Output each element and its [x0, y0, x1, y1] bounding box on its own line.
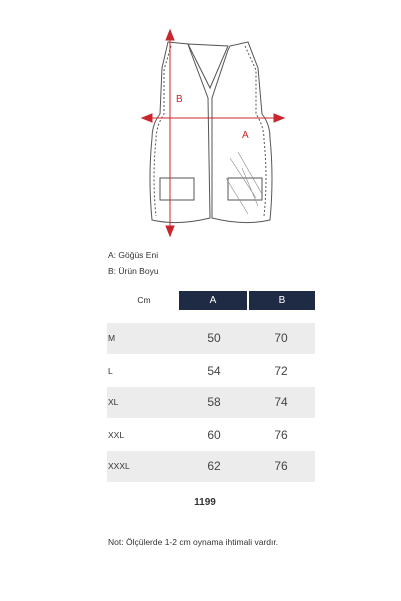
table-row	[107, 356, 315, 387]
size-label: M	[108, 333, 116, 343]
value-a: 60	[207, 428, 221, 442]
size-label: XXXL	[108, 461, 130, 471]
table-row	[107, 420, 315, 451]
table-row	[107, 387, 315, 418]
value-a: 54	[207, 364, 221, 378]
value-b: 70	[274, 331, 288, 345]
vest-collar	[188, 44, 228, 88]
column-header-b: B	[249, 291, 315, 310]
value-b: 76	[274, 459, 288, 473]
size-label: L	[108, 366, 113, 376]
value-a: 62	[207, 459, 221, 473]
value-a: 50	[207, 331, 221, 345]
measure-label-b: B	[176, 94, 183, 105]
table-row	[107, 451, 315, 482]
legend-product-length: B: Ürün Boyu	[108, 266, 159, 276]
size-label: XL	[108, 397, 119, 407]
table-row	[107, 323, 315, 354]
value-b: 76	[274, 428, 288, 442]
value-a: 58	[207, 395, 221, 409]
value-b: 72	[274, 364, 288, 378]
product-code: 1199	[194, 497, 216, 508]
legend-chest-width: A: Göğüs Eni	[108, 250, 159, 260]
column-header-a: A	[179, 291, 247, 310]
unit-label: Cm	[137, 295, 151, 305]
size-label: XXL	[108, 430, 125, 440]
vest-left-pocket	[160, 178, 194, 200]
value-b: 74	[274, 395, 288, 409]
measure-label-a: A	[242, 130, 249, 141]
vest-diagram	[130, 28, 290, 238]
measurement-note: Not: Ölçülerde 1-2 cm oynama ihtimali vardır.	[108, 537, 279, 547]
